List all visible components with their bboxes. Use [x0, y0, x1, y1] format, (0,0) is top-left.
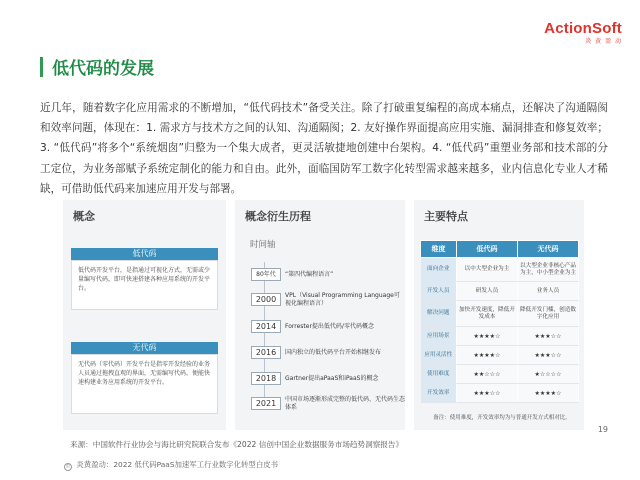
timeline-year: 2000 — [251, 293, 281, 306]
row-dimension: 使用难度 — [421, 365, 457, 384]
low-code-heading: 低代码 — [71, 248, 218, 260]
page-title: 低代码的发展 — [52, 59, 154, 79]
timeline-text: Gartner提出aPaaS和iPaaS的概念 — [285, 375, 379, 382]
page-number: 19 — [597, 425, 608, 434]
timeline-axis-line — [264, 262, 265, 407]
timeline-text: 中国市场逐渐形成完整的低代码、无代码生态体系 — [285, 396, 406, 411]
timeline-year: 2016 — [251, 346, 281, 359]
no-code-rating: ★☆☆☆☆ — [518, 365, 579, 384]
timeline-year: 80年代 — [251, 268, 281, 281]
timeline-text: 国内独立的低代码平台开始相继发布 — [285, 349, 382, 356]
low-code-rating: ★★★★☆ — [457, 327, 518, 346]
features-title: 主要特点 — [424, 210, 468, 223]
table-row — [421, 258, 579, 282]
logo-text: ActionSoft — [544, 20, 622, 37]
no-code-rating: ★★★☆☆ — [518, 346, 579, 365]
timeline-axis-label: 时间轴 — [250, 240, 276, 250]
row-dimension: 开发人员 — [421, 282, 457, 301]
intro-paragraph: 近几年，随着数字化应用需求的不断增加，“低代码技术”备受关注。除了打破重复编程的高成本痛点，还解决了沟通隔阂和效率问题，体现在：1. 需求方与技术方之间的认知、沟通隔阂；2. 友好操作界面提高应用实施、漏洞排查和修复效率；3. “低代码”将多个“系统烟囱”归整为一个集大成者，更灵活敏捷地创建中台架构。4. “低代码”重塑业务部和技术部的分工定位，为业务部赋予系统定制化的能力和自由。此外，面临国防军工数字化转型需求越来越多，业内信息化专业人才稀缺，可借助低代码来加速应用开发与部署。 — [40, 102, 608, 195]
concept-title: 概念 — [73, 210, 95, 223]
timeline-year: 2021 — [251, 397, 281, 410]
row-dimension: 解决问题 — [421, 301, 457, 327]
logo-subtext: 炎 黄 盈 动 — [585, 38, 622, 45]
title-accent-bar — [40, 57, 43, 77]
table-row — [421, 327, 579, 346]
row-dimension: 面向企业 — [421, 258, 457, 282]
row-dimension: 应用灵活性 — [421, 346, 457, 365]
table-note: 备注：使用难度，开发效率均为与普通开发方式相对比。 — [433, 415, 571, 421]
table-header-row — [421, 241, 579, 258]
table-header: 无代码 — [518, 241, 579, 258]
low-code-rating: ★★☆☆☆ — [457, 365, 518, 384]
table-row — [421, 365, 579, 384]
timeline-year: 2014 — [251, 320, 281, 333]
low-code-rating: ★★★★☆ — [457, 346, 518, 365]
footer — [64, 459, 278, 471]
no-code-heading: 无代码 — [71, 342, 218, 354]
no-code-cell: 业务人员 — [518, 282, 579, 301]
row-dimension: 开发效率 — [421, 384, 457, 403]
concept-panel — [63, 200, 226, 430]
no-code-rating: ★★★☆☆ — [518, 327, 579, 346]
history-title: 概念衍生历程 — [245, 210, 311, 223]
footer-text: 炎黄盈动：2022 低代码PaaS加速军工行业数字化转型白皮书 — [76, 460, 278, 469]
no-code-description: 无代码（零代码）开发平台是指零开发经验的业务人员通过拖拽直观的界面，无需编写代码，便能快速构建业务应用系统的开发平台。 — [71, 354, 218, 414]
timeline-text: VPL（Visual Programming Language可视化编程语言） — [285, 292, 400, 307]
low-code-rating: ★★★☆☆ — [457, 384, 518, 403]
no-code-cell: 降低开发门槛，创造数字化应用 — [518, 301, 579, 327]
table-header: 维度 — [421, 241, 457, 258]
copyright-icon: © — [65, 464, 71, 470]
table-row — [421, 301, 579, 327]
table-row — [421, 282, 579, 301]
features-table — [420, 240, 579, 403]
low-code-cell: 研发人员 — [457, 282, 518, 301]
timeline-year: 2018 — [251, 372, 281, 385]
timeline-text: Forrester提出低代码/零代码概念 — [285, 323, 374, 330]
table-header: 低代码 — [457, 241, 518, 258]
no-code-cell: 以大型企业非核心产品为主，中小型企业为主 — [518, 258, 579, 282]
low-code-cell: 加快开发速度，降低开发成本 — [457, 301, 518, 327]
timeline-text: “第四代编程语言” — [285, 271, 334, 278]
low-code-description: 低代码开发平台，是指通过可视化方式，无需或少量编写代码，即可快速搭建各种应用系统的开发平台。 — [71, 260, 218, 310]
actionsoft-logo — [544, 20, 622, 45]
table-row — [421, 346, 579, 365]
table-row — [421, 384, 579, 403]
low-code-cell: 以中大型企业为主 — [457, 258, 518, 282]
row-dimension: 应用场景 — [421, 327, 457, 346]
source-citation: 来源：中国软件行业协会与海比研究院联合发布《2022 信创中国企业数据服务市场趋势洞察报告》 — [70, 440, 404, 449]
no-code-rating: ★★★★☆ — [518, 384, 579, 403]
